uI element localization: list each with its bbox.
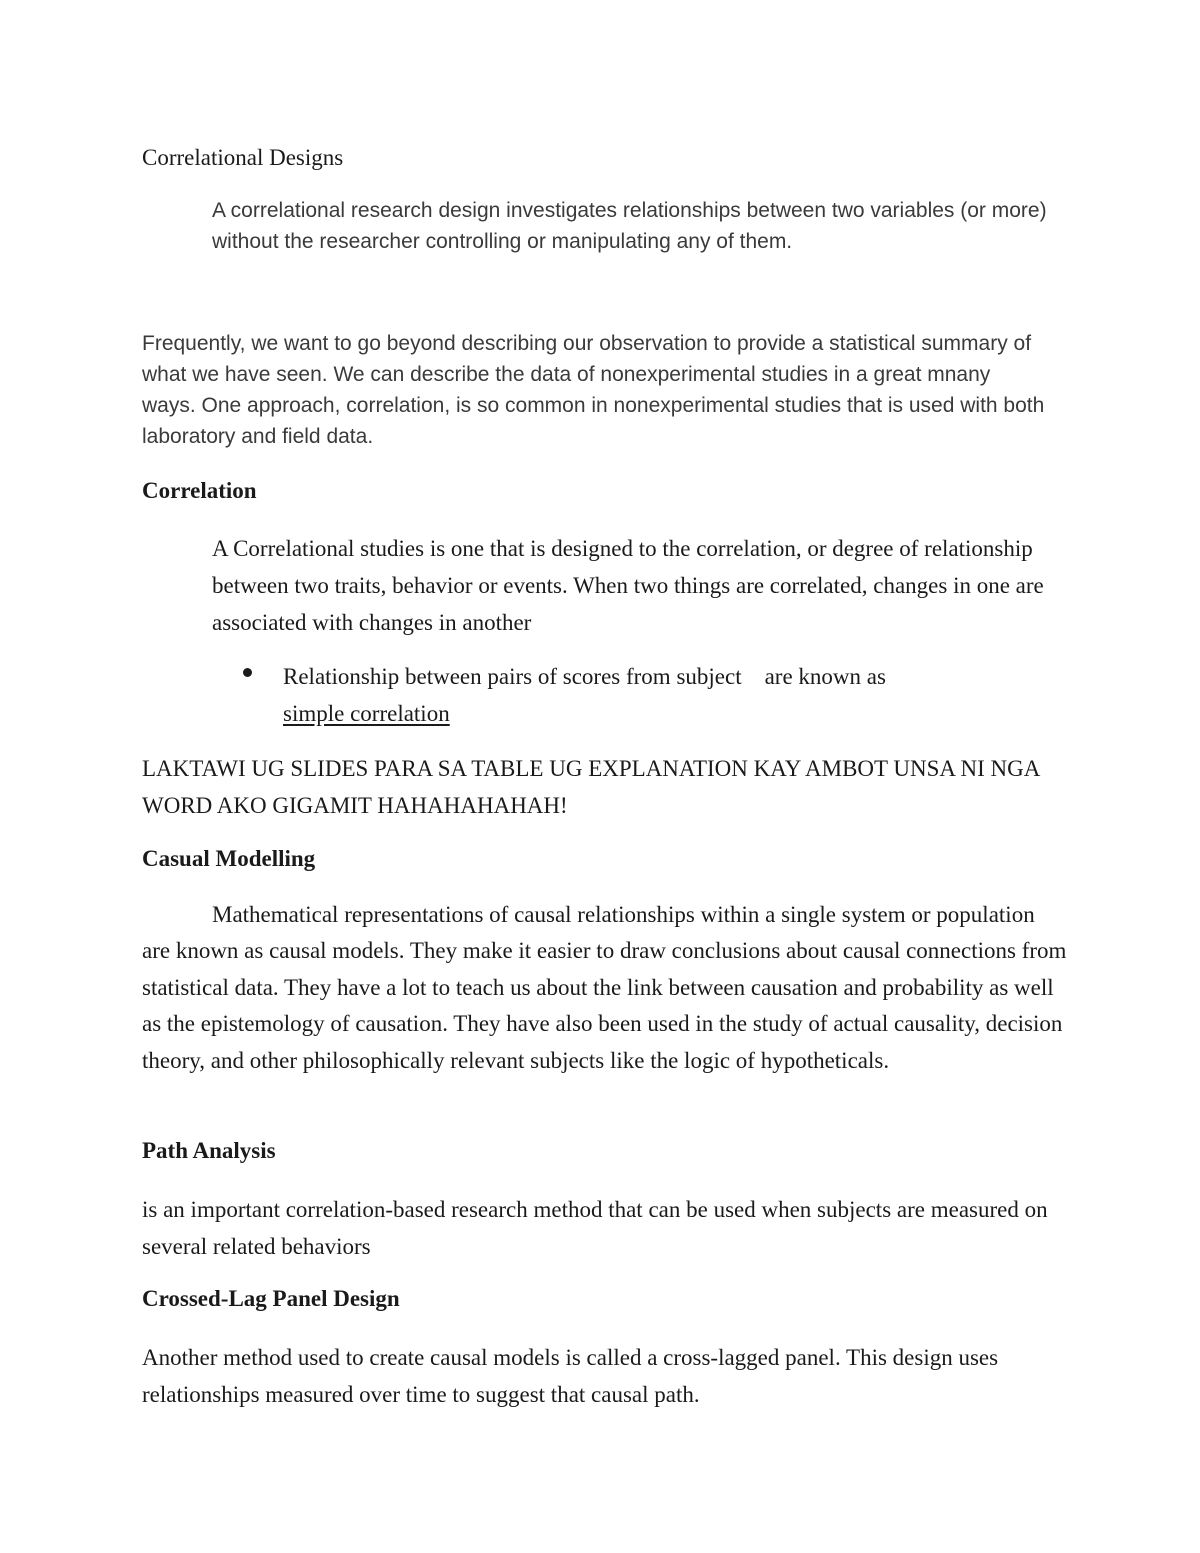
document-title: Correlational Designs — [142, 145, 344, 170]
causal-modelling-heading: Casual Modelling — [142, 846, 316, 871]
bullet-item-underlined-term: simple correlation — [283, 701, 450, 726]
correlation-paragraph: A Correlational studies is one that is designed to the correlation, or degree of relationship between two traits, behavior or events. When two things are correlated, changes in one are associated with changes in another — [212, 536, 1044, 635]
path-analysis-paragraph: is an important correlation-based research method that can be used when subjects are measured on several related behaviors — [142, 1197, 1048, 1259]
definition-paragraph: A correlational research design investigates relationships between two variables (or more) without the researcher controlling or manipulating any of them. — [212, 199, 1047, 253]
bullet-dot-icon — [243, 668, 252, 677]
crossed-lag-heading: Crossed-Lag Panel Design — [142, 1286, 400, 1311]
note-paragraph: LAKTAWI UG SLIDES PARA SA TABLE UG EXPLANATION KAY AMBOT UNSA NI NGA WORD AKO GIGAMIT HAHAHAHAHAH! — [142, 756, 1040, 818]
correlation-heading: Correlation — [142, 478, 257, 503]
path-analysis-heading: Path Analysis — [142, 1138, 276, 1163]
bullet-item — [283, 658, 1043, 732]
causal-modelling-paragraph: Mathematical representations of causal relationships within a single system or population are known as causal models. They make it easier to draw conclusions about causal connections from statistical data. They have a lot to teach us about the link between causation and probability as well as the epistemology of causation. They have also been used in the study of actual causality, decision theory, and other philosophically relevant subjects like the logic of hypotheticals. — [142, 902, 1067, 1073]
crossed-lag-paragraph: Another method used to create causal models is called a cross-lagged panel. This design uses relationships measured over time to suggest that causal path. — [142, 1345, 999, 1407]
intro-paragraph: Frequently, we want to go beyond describing our observation to provide a statistical summary of what we have seen. We can describe the data of nonexperimental studies in a great mnany ways. One approach, correlation, is so common in nonexperimental studies that is used with both laboratory and field data. — [142, 332, 1045, 448]
bullet-item-text: Relationship between pairs of scores from subject are known as — [283, 664, 886, 689]
